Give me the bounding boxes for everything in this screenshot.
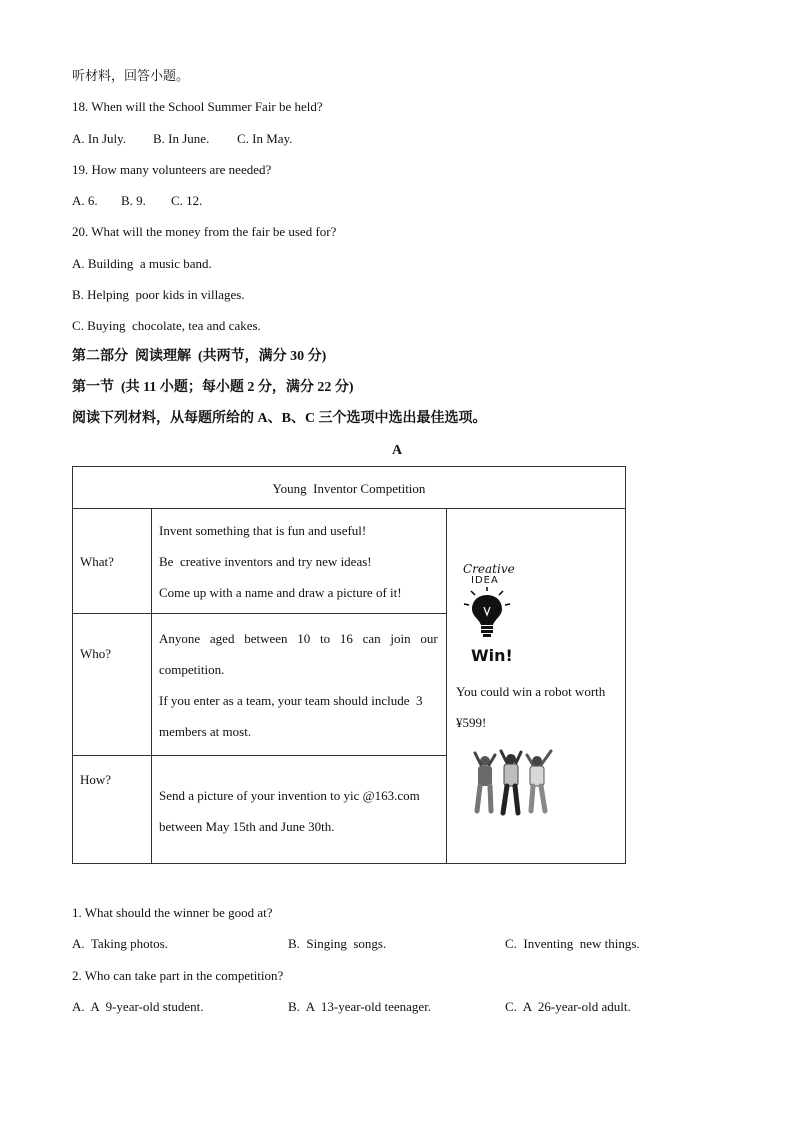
row-label-what: What? xyxy=(80,554,114,569)
how-line: between May 15th and June 30th. xyxy=(159,819,335,834)
logo-idea-text: IDEA xyxy=(471,575,499,586)
poster-title: Young Inventor Competition xyxy=(272,481,426,496)
question-1: 1. What should the winner be good at? xyxy=(72,905,273,920)
q19-option-b: B. 9. xyxy=(121,193,146,208)
q18-option-b: B. In June. xyxy=(153,131,210,146)
q1-option-b: B. Singing songs. xyxy=(288,936,387,951)
part-heading: 第二部分 阅读理解 (共两节，满分 30 分) xyxy=(72,349,327,364)
q2-option-b: B. A 13-year-old teenager. xyxy=(288,999,432,1014)
table-divider xyxy=(446,508,447,863)
question-20: 20. What will the money from the fair be used for? xyxy=(72,224,337,239)
q2-option-a: A. A 9-year-old student. xyxy=(72,999,204,1014)
what-line: Come up with a name and draw a picture of it! xyxy=(159,585,402,600)
table-divider xyxy=(151,508,152,863)
passage-label: A xyxy=(391,443,403,458)
instruction: 阅读下列材料，从每题所给的 A、B、C 三个选项中选出最佳选项。 xyxy=(72,411,487,426)
q2-option-c: C. A 26-year-old adult. xyxy=(505,999,631,1014)
celebrating-people-illustration xyxy=(461,749,571,819)
q1-option-c: C. Inventing new things. xyxy=(505,936,640,951)
table-divider xyxy=(73,755,447,756)
how-line: Send a picture of your invention to yic @163.com xyxy=(159,788,420,803)
poster-table xyxy=(72,466,626,864)
prize-line: ¥599! xyxy=(456,715,487,730)
table-divider xyxy=(73,613,447,614)
q20-option-a: A. Building a music band. xyxy=(72,256,212,271)
question-2: 2. Who can take part in the competition? xyxy=(72,968,284,983)
what-line: Invent something that is fun and useful! xyxy=(159,523,367,538)
light-bulb-icon xyxy=(457,587,527,647)
q20-option-b: B. Helping poor kids in villages. xyxy=(72,287,245,302)
who-line: Anyone aged between 10 to 16 can join our xyxy=(159,631,438,646)
prize-line: You could win a robot worth xyxy=(456,684,606,699)
who-line: If you enter as a team, your team should include 3 xyxy=(159,693,423,708)
q18-option-c: C. In May. xyxy=(237,131,293,146)
listening-intro: 听材料，回答小题。 xyxy=(72,68,190,83)
sub-heading: 第一节 (共 11 小题；每小题 2 分，满分 22 分) xyxy=(72,380,354,395)
q18-option-a: A. In July. xyxy=(72,131,127,146)
who-line: members at most. xyxy=(159,724,252,739)
win-text: Win! xyxy=(471,646,513,665)
question-19: 19. How many volunteers are needed? xyxy=(72,162,272,177)
logo-creative-text: Creative xyxy=(463,562,515,576)
who-line: competition. xyxy=(159,662,225,677)
row-label-how: How? xyxy=(80,772,112,787)
what-line: Be creative inventors and try new ideas! xyxy=(159,554,372,569)
q20-option-c: C. Buying chocolate, tea and cakes. xyxy=(72,318,261,333)
q1-option-a: A. Taking photos. xyxy=(72,936,168,951)
row-label-who: Who? xyxy=(80,646,112,661)
question-18: 18. When will the School Summer Fair be held? xyxy=(72,99,323,114)
table-divider xyxy=(73,508,625,509)
q19-option-c: C. 12. xyxy=(171,193,203,208)
q19-option-a: A. 6. xyxy=(72,193,98,208)
